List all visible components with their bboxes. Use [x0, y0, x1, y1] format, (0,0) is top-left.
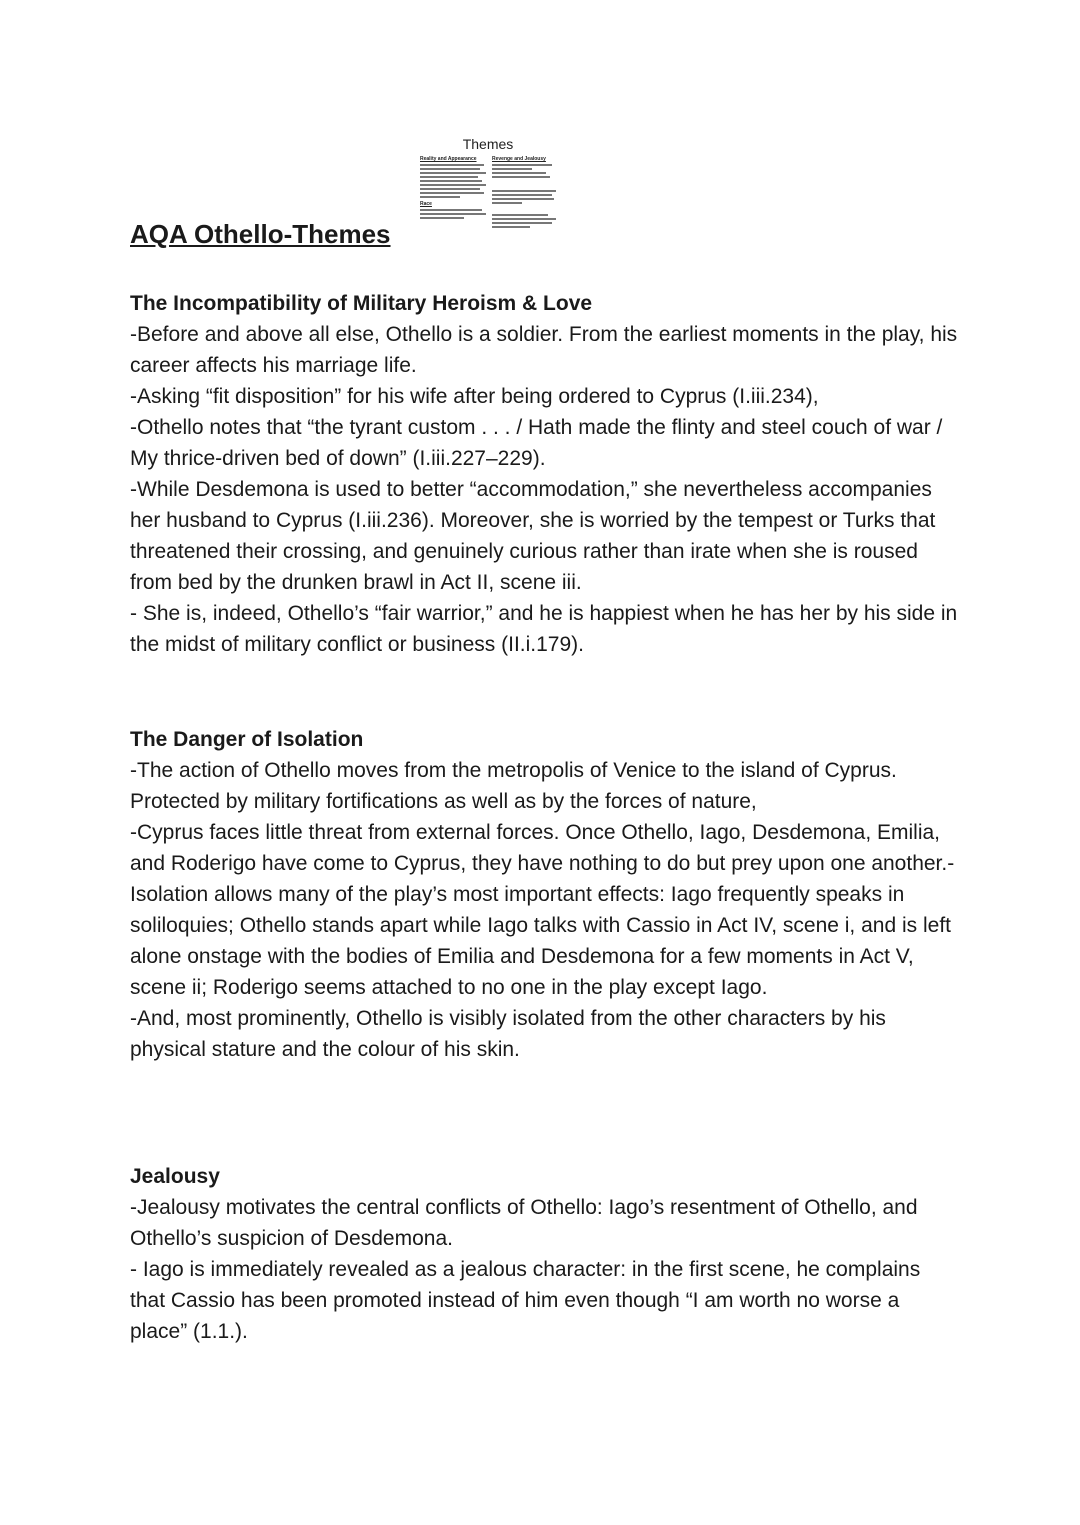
section-heading: The Danger of Isolation	[130, 728, 364, 751]
paragraph: -Before and above all else, Othello is a soldier. From the earliest moments in the play, his career affects his marriage life.	[130, 323, 958, 377]
paragraph: -Asking “fit disposition” for his wife after being ordered to Cyprus (I.iii.234),	[130, 385, 819, 408]
paragraph: -Jealousy motivates the central conflicts of Othello: Iago’s resentment of Othello, and Othello’s suspicion of Desdemona.	[130, 1196, 918, 1250]
thumbnail-right-column	[492, 156, 560, 230]
thumbnail-col2-heading: Revenge and Jealousy	[492, 156, 546, 162]
paragraph: -Othello notes that “the tyrant custom . . . / Hath made the flinty and steel couch of war / My thrice-driven bed of down” (I.iii.227–229).	[130, 416, 943, 470]
section-jealousy	[130, 1161, 960, 1347]
paragraph: - She is, indeed, Othello’s “fair warrior,” and he is happiest when he has her by his side in the midst of military conflict or business (II.i.179).	[130, 602, 958, 656]
thumbnail-left-column	[420, 156, 488, 221]
paragraph: Isolation allows many of the play’s most important effects: Iago frequently speaks in soliloquies; Othello stands apart while Iago talks with Cassio in Act IV, scene i, and is left alone onstage with the bodies of Emilia and Desdemona for a few moments in Act V, scene ii; Roderigo seems attached to no one in the play except Iago.	[130, 883, 951, 999]
section-danger-of-isolation	[130, 724, 960, 1065]
paragraph: -While Desdemona is used to better “accommodation,” she nevertheless accompanies her husband to Cyprus (I.iii.236). Moreover, she is worried by the tempest or Turks that threatened their crossing, and genuinely curious rather than irate when she is roused from bed by the drunken brawl in Act II, scene iii.	[130, 478, 936, 594]
thumbnail-col1-sub: Race	[420, 201, 432, 207]
paragraph: -And, most prominently, Othello is visibly isolated from the other characters by his physical stature and the colour of his skin.	[130, 1007, 886, 1061]
paragraph: -The action of Othello moves from the metropolis of Venice to the island of Cyprus. Protected by military fortifications as well as by the forces of nature,	[130, 759, 897, 813]
document-title: AQA Othello-Themes	[130, 219, 391, 249]
paragraph: -Cyprus faces little threat from external forces. Once Othello, Iago, Desdemona, Emilia, and Roderigo have come to Cyprus, they have nothing to do but prey upon one another.-	[130, 821, 955, 875]
thumbnail-col1-heading: Reality and Appearance	[420, 156, 477, 162]
themes-thumbnail-image	[412, 136, 564, 254]
paragraph: - Iago is immediately revealed as a jealous character: in the first scene, he complains that Cassio has been promoted instead of him even though “I am worth no worse a place” (1.1.).	[130, 1258, 921, 1343]
section-heading: Jealousy	[130, 1165, 220, 1188]
section-military-heroism-love	[130, 288, 960, 660]
thumbnail-title: Themes	[462, 136, 514, 152]
section-heading: The Incompatibility of Military Heroism & Love	[130, 292, 593, 315]
